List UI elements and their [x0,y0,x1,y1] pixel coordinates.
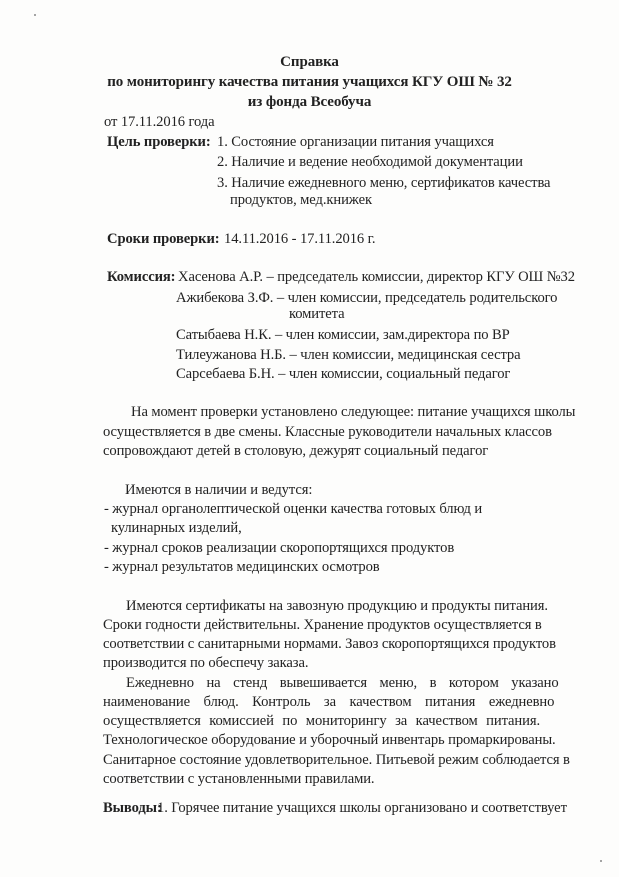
goal-item-3-cont: продуктов, мед.книжек [230,192,372,208]
document-title: Справка [280,54,339,70]
commission-member-2-cont: комитета [289,306,345,322]
goal-item-2: 2. Наличие и ведение необходимой документации [217,154,523,170]
para3-line-3: осуществляется комиссией по мониторингу за качеством питания. [103,713,541,729]
para1-line-3: сопровождают детей в столовую, дежурят социальный педагог [103,443,489,459]
para2-line-3: соответствии с санитарными нормами. Завоз скоропортящихся продуктов [103,636,556,652]
commission-member-4: Тилеужанова Н.Б. – член комиссии, медицинская сестра [176,347,521,363]
para3-line-1: Ежедневно на стенд вывешивается меню, в котором указано [126,675,559,691]
para3-line-6: соответствии с установленными правилами. [103,771,375,787]
para3-line-5: Санитарное состояние удовлетворительное. Питьевой режим соблюдается в [103,752,570,768]
commission-member-1: Хасенова А.Р. – председатель комиссии, директор КГУ ОШ №32 [178,269,575,285]
goal-label: Цель проверки: [107,134,211,150]
conclusions-label: Выводы: [103,800,162,816]
document-subtitle-line-1: по мониторингу качества питания учащихся КГУ ОШ № 32 [107,74,512,90]
dates-label: Сроки проверки: [107,231,220,247]
para1-line-2: осуществляется в две смены. Классные руководители начальных классов [103,424,552,440]
para2-line-2: Сроки годности действительны. Хранение продуктов осуществляется в [103,617,542,633]
document-date: от 17.11.2016 года [104,114,215,130]
para3-line-2: наименование блюд. Контроль за качеством питания ежедневно [103,694,555,710]
scan-speck [34,14,36,16]
document-subtitle-line-2: из фонда Всеобуча [247,94,372,110]
commission-member-3: Сатыбаева Н.К. – член комиссии, зам.директора по ВР [176,327,510,343]
journal-item-1: - журнал органолептической оценки качества готовых блюд и [104,501,483,517]
para2-line-1: Имеются сертификаты на завозную продукцию и продукты питания. [126,598,548,614]
journal-item-1-cont: кулинарных изделий, [111,520,242,536]
para2-line-4: производится по обеспечу заказа. [103,655,309,671]
journal-item-2: - журнал сроков реализации скоропортящихся продуктов [104,540,455,556]
goal-item-1: 1. Состояние организации питания учащихся [217,134,494,150]
dates-value: 14.11.2016 - 17.11.2016 г. [224,231,376,247]
scan-speck [600,860,602,862]
journals-intro: Имеются в наличии и ведутся: [125,482,313,498]
commission-member-5: Сарсебаева Б.Н. – член комиссии, социальный педагог [176,366,511,382]
goal-item-3: 3. Наличие ежедневного меню, сертификатов качества [217,175,551,191]
commission-label: Комиссия: [107,269,176,285]
commission-member-2: Ажибекова З.Ф. – член комиссии, председатель родительского [176,290,558,306]
conclusions-text: 1. Горячее питание учащихся школы организовано и соответствует [157,800,567,816]
para3-line-4: Технологическое оборудование и уборочный инвентарь промаркированы. [103,732,556,748]
para1-line-1: На момент проверки установлено следующее: питание учащихся школы [131,404,576,420]
journal-item-3: - журнал результатов медицинских осмотров [104,559,380,575]
